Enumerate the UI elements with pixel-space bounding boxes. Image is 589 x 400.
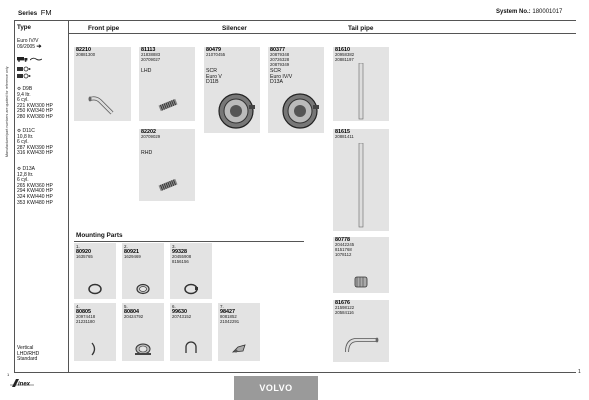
margin-mark: 1 xyxy=(7,372,10,377)
mounting-divider xyxy=(74,241,304,242)
part-card-81676[interactable] xyxy=(333,300,389,362)
mount-card-7[interactable] xyxy=(218,303,260,361)
part-number: 80921 xyxy=(124,249,139,255)
gasket-ring-image xyxy=(135,283,151,295)
straight-pipe-image xyxy=(355,143,367,229)
reference-note: Manufacturer/part numbers are quoted for reference only xyxy=(5,66,9,157)
install-line: Vertical xyxy=(17,345,34,351)
part-number: 99630 xyxy=(172,309,187,315)
part-number: 81615 xyxy=(335,129,350,135)
install-line: Standard xyxy=(17,356,38,363)
bottom-divider xyxy=(14,372,576,373)
system-value: 180001017 xyxy=(532,9,563,15)
mount-index: 2. xyxy=(124,244,128,249)
oe-numbers: 20881411 xyxy=(335,134,354,139)
right-page-number: 1 xyxy=(578,369,581,375)
silencer-image xyxy=(280,91,320,131)
mount-card-5[interactable] xyxy=(122,303,164,361)
section-front-pipe: Front pipe xyxy=(88,25,120,32)
part-number: 80377 xyxy=(270,47,285,53)
oe-numbers: 21838883 20709027 xyxy=(141,52,161,62)
front-pipe-image xyxy=(86,87,122,117)
engine-spec: 221 KW/300 HP xyxy=(17,102,53,109)
engine-code-row: ⚙ D9B xyxy=(17,86,33,92)
engine-spec: 294 KW/400 HP xyxy=(17,188,53,195)
engine-code-row: ⚙ D13A xyxy=(17,166,35,172)
engine-spec: 9,4 ltr. xyxy=(17,91,31,98)
euro-standard: Euro IV/V xyxy=(17,38,39,44)
mount-index: 3. xyxy=(172,244,176,249)
part-card-81610[interactable] xyxy=(333,47,389,121)
flex-pipe-image xyxy=(157,97,179,113)
rain-cap-image xyxy=(230,341,248,355)
engine-layout-icon-2 xyxy=(17,73,31,79)
ubolt-image xyxy=(183,341,199,355)
engine-d13a xyxy=(17,166,53,206)
part-number: 80804 xyxy=(124,309,139,315)
engine-spec: 280 KW/380 HP xyxy=(17,113,53,120)
engine-spec: 6 cyl. xyxy=(17,97,29,104)
part-number: 81113 xyxy=(141,47,156,53)
engine-layout-icon-1 xyxy=(17,66,31,72)
section-mounting-parts: Mounting Parts xyxy=(76,232,123,239)
oe-numbers: 21070455 xyxy=(206,52,226,57)
part-card-80778[interactable] xyxy=(333,237,389,293)
part-number: 80805 xyxy=(76,309,91,315)
mount-card-2[interactable] xyxy=(122,243,164,299)
section-divider xyxy=(68,33,576,34)
part-label: RHD xyxy=(141,150,153,156)
part-number: 81610 xyxy=(335,47,350,53)
oe-numbers: 1629469 xyxy=(124,254,141,259)
series-value: FM xyxy=(40,8,52,17)
mount-card-6[interactable] xyxy=(170,303,212,361)
logo-image xyxy=(10,377,36,389)
straight-pipe-image xyxy=(355,63,367,121)
oe-numbers: 1635765 xyxy=(76,254,93,259)
dinex-logo xyxy=(10,376,36,388)
engine-icon: ⚙ xyxy=(17,128,22,133)
engine-spec: 10,8 ltr. xyxy=(17,133,34,140)
engine-spec: 6 cyl. xyxy=(17,177,29,184)
part-number: 82210 xyxy=(76,47,91,53)
mount-index: 6. xyxy=(172,304,176,309)
oe-numbers: 20442245 8151768 1078112 xyxy=(335,242,355,257)
engine-spec: 316 KW/430 HP xyxy=(17,150,53,157)
engine-spec: 265 KW/360 HP xyxy=(17,182,53,189)
clamp-image xyxy=(353,275,369,289)
engine-d9b xyxy=(17,86,53,121)
part-card-80377[interactable] xyxy=(268,47,324,133)
oe-numbers: 20709029 xyxy=(141,134,161,139)
install-line: LHD/RHD xyxy=(17,350,40,357)
oe-numbers: 20424792 xyxy=(124,314,144,319)
mount-index: 7. xyxy=(220,304,224,309)
oe-numbers: 20455908 8156156 xyxy=(172,254,192,264)
oe-numbers: 20743152 xyxy=(172,314,192,319)
installation-info xyxy=(17,346,39,363)
sidebar-divider xyxy=(68,20,69,372)
part-number: 99328 xyxy=(172,249,187,255)
mount-card-3[interactable] xyxy=(170,243,212,299)
oe-numbers: 21598122 20584116 xyxy=(335,305,355,315)
gasket-ring-image xyxy=(87,283,103,295)
engine-code-row: ⚙ D11C xyxy=(17,128,35,134)
part-number: 80479 xyxy=(206,47,221,53)
section-silencer: Silencer xyxy=(222,25,247,32)
curved-tail-pipe-image xyxy=(343,330,383,358)
mount-index: 1. xyxy=(76,244,80,249)
header-divider xyxy=(14,20,576,21)
svg-text:inex: inex xyxy=(18,381,31,388)
mount-index: 4. xyxy=(76,304,80,309)
production-date: 09/2005 ➔ xyxy=(17,44,42,50)
engine-icon: ⚙ xyxy=(17,86,22,91)
system-header xyxy=(496,9,562,15)
vband-clamp-image xyxy=(133,341,153,357)
part-label: SCR Euro V D11B xyxy=(206,68,222,86)
part-label: LHD xyxy=(141,68,152,74)
silencer-image xyxy=(216,91,256,131)
series-header xyxy=(18,8,52,17)
part-number: 80920 xyxy=(76,249,91,255)
mount-index: 5. xyxy=(124,304,128,309)
engine-spec: 6 cyl. xyxy=(17,139,29,146)
exhaust-config-icon xyxy=(30,56,42,62)
engine-icon: ⚙ xyxy=(17,166,22,171)
part-number: 81676 xyxy=(335,300,350,306)
clamp-ring-image xyxy=(183,283,199,295)
part-number: 82202 xyxy=(141,129,156,135)
engine-spec: 324 KW/440 HP xyxy=(17,193,53,200)
type-label: Type xyxy=(17,24,31,31)
oe-numbers: 8081852 21042291 xyxy=(220,314,240,324)
series-label: Series xyxy=(18,10,38,17)
part-card-81615[interactable] xyxy=(333,129,389,231)
oe-numbers: 20958382 20881197 xyxy=(335,52,355,62)
part-number: 98427 xyxy=(220,309,235,315)
arrow-right-icon: ➔ xyxy=(36,44,42,50)
part-card-82210[interactable] xyxy=(74,47,131,121)
engine-d11c xyxy=(17,128,53,157)
flex-pipe-image xyxy=(157,177,179,193)
part-card-80479[interactable] xyxy=(204,47,260,133)
oe-numbers: 20879348 20726328 20879349 xyxy=(270,52,290,67)
left-border xyxy=(14,20,15,372)
engine-spec: 353 KW/480 HP xyxy=(17,199,53,206)
part-card-81113[interactable] xyxy=(139,47,195,121)
part-number: 80778 xyxy=(335,237,350,243)
part-label: SCR Euro IV/V D13A xyxy=(270,68,293,86)
engine-spec: 12,8 ltr. xyxy=(17,171,34,178)
system-label: System No.: xyxy=(496,9,531,15)
bracket-image xyxy=(88,341,102,357)
engine-spec: 250 KW/340 HP xyxy=(17,108,53,115)
oe-numbers: 20974418 21231180 xyxy=(76,314,96,324)
engine-spec: 287 KW/390 HP xyxy=(17,144,53,151)
oe-numbers: 20881300 xyxy=(76,52,96,57)
mount-card-4[interactable] xyxy=(74,303,116,361)
part-card-82202[interactable] xyxy=(139,129,195,201)
make-banner: VOLVO xyxy=(234,376,318,400)
section-tail-pipe: Tail pipe xyxy=(348,25,374,32)
truck-icon xyxy=(17,56,29,62)
mount-card-1[interactable] xyxy=(74,243,116,299)
